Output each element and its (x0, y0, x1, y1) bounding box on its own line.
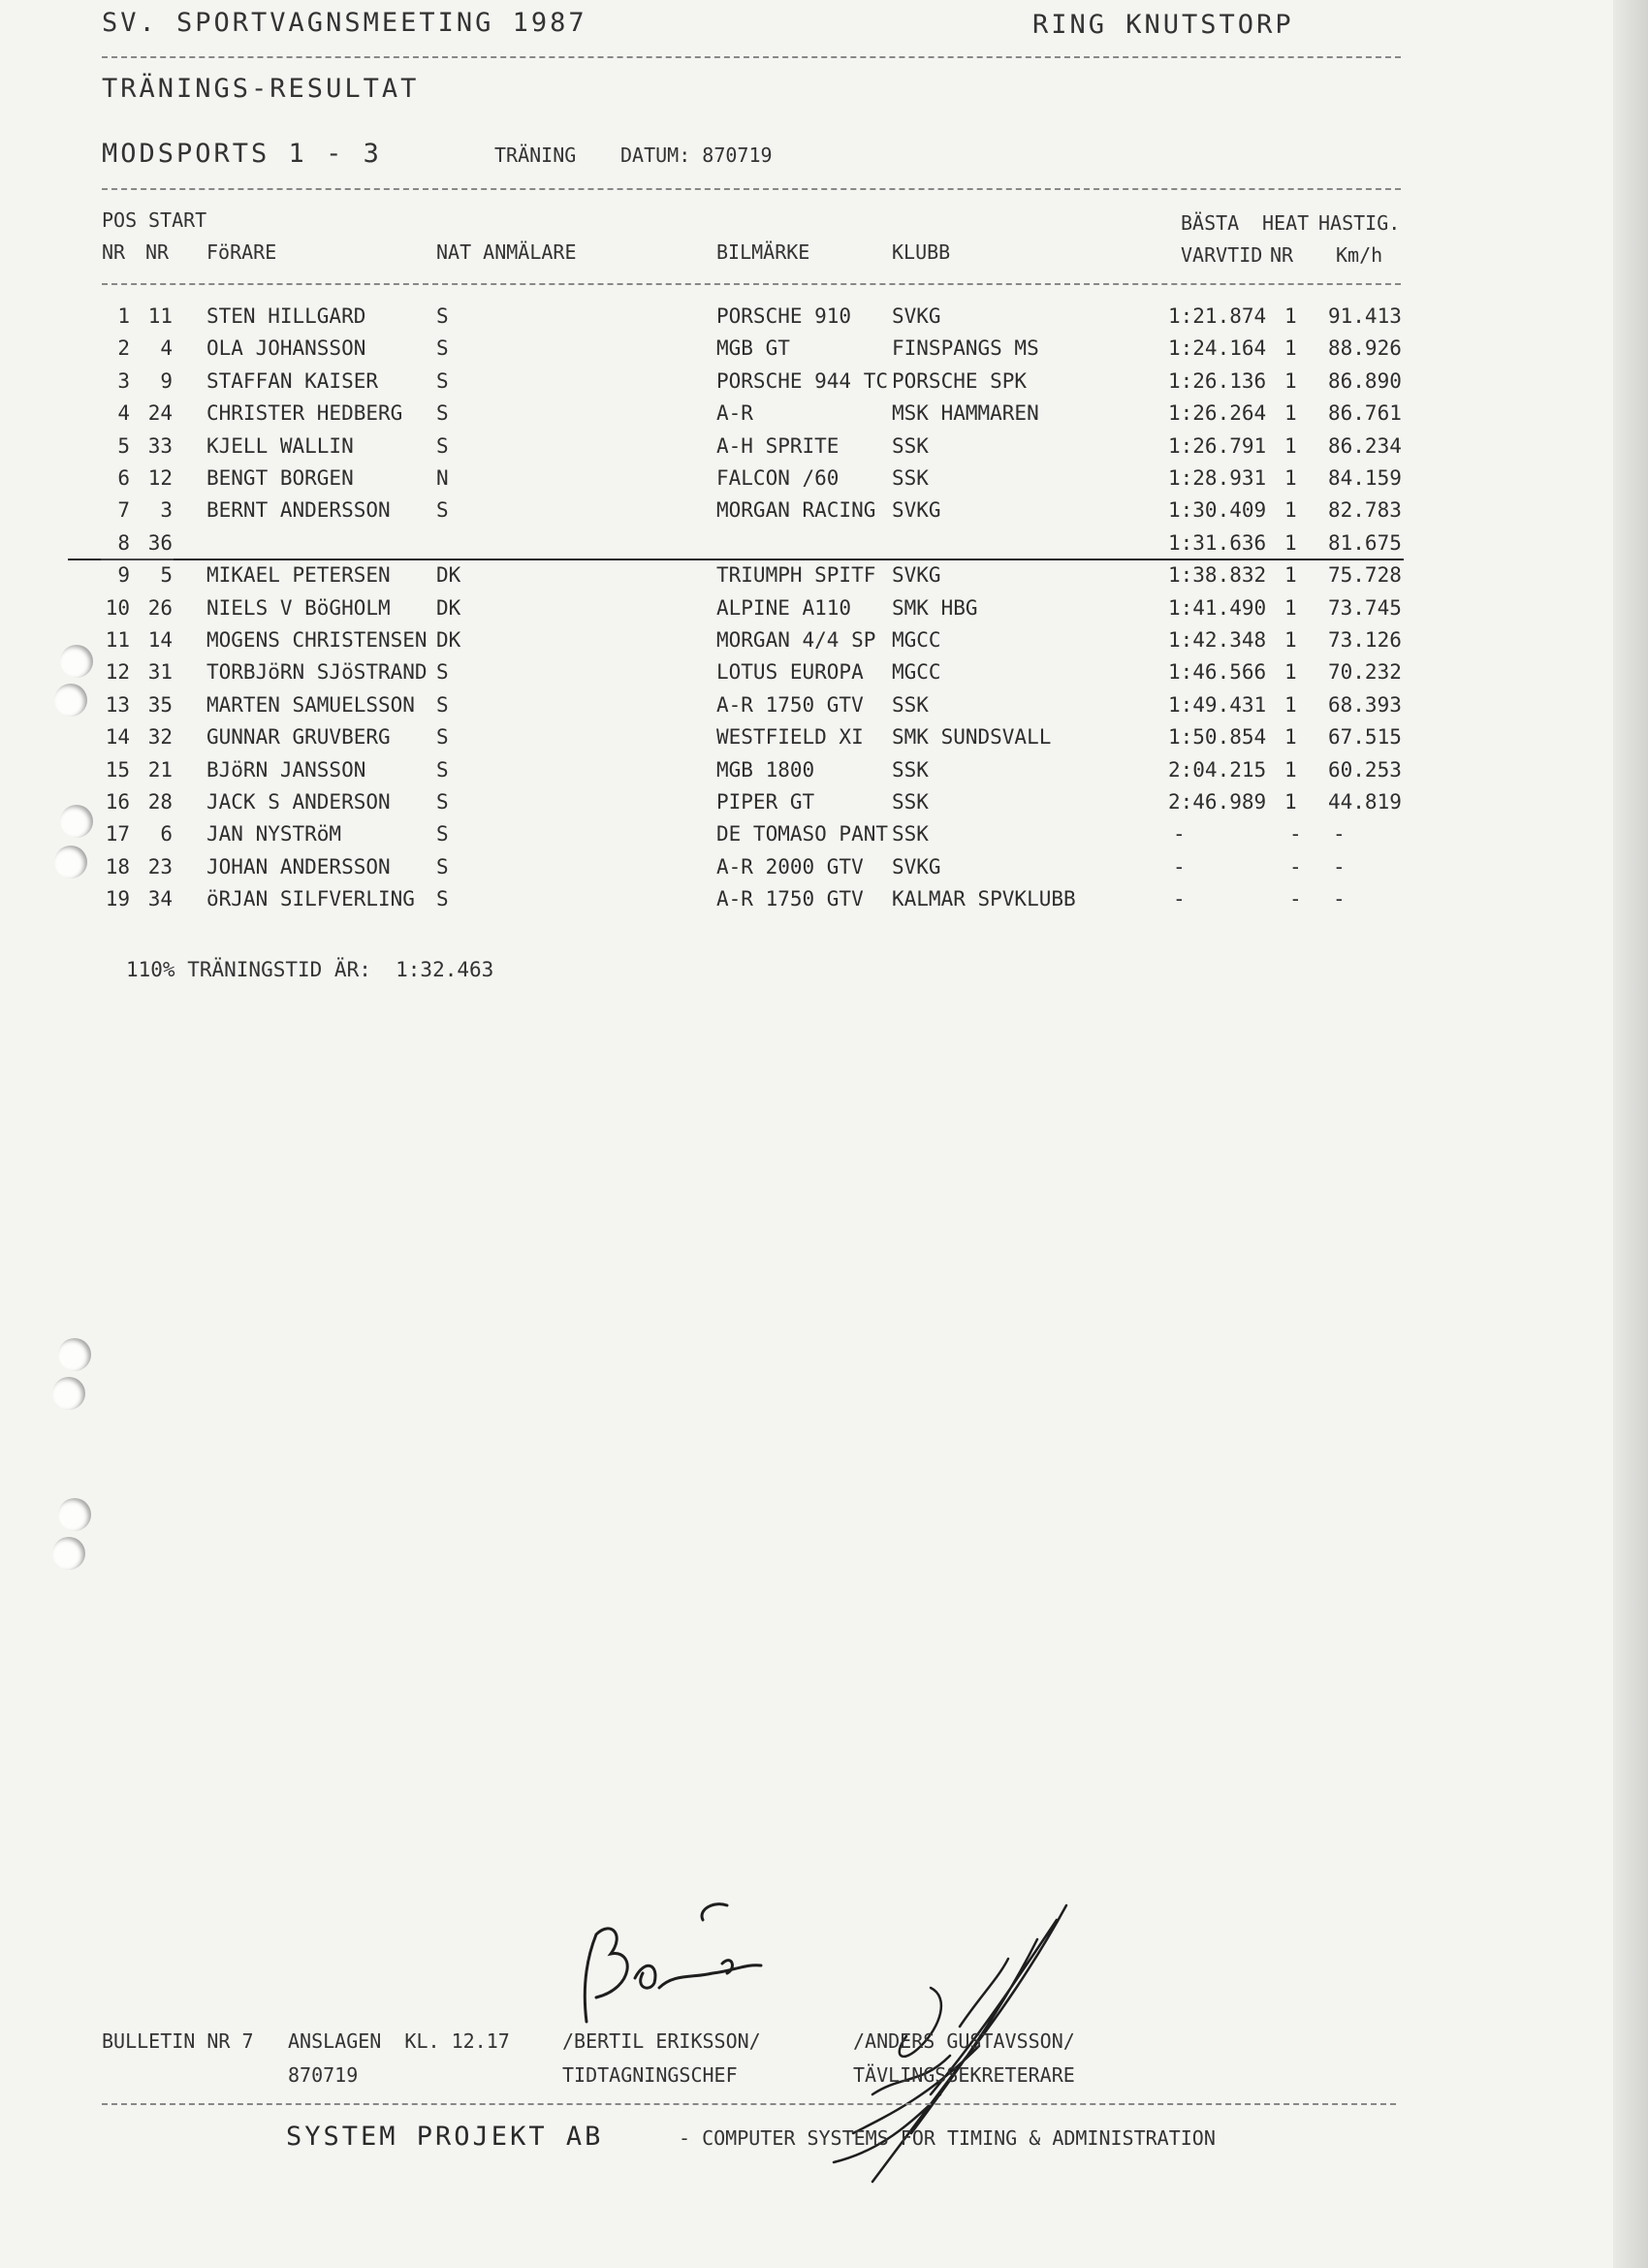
club-cell: SSK (892, 822, 929, 847)
table-row (0, 656, 1648, 688)
pos-cell: 10 (105, 595, 130, 620)
speed-cell: 44.819 (1328, 790, 1402, 814)
punch-hole (54, 846, 87, 878)
heat-cell: - (1289, 822, 1302, 847)
punch-hole (58, 1498, 91, 1531)
driver-cell: GUNNAR GRUVBERG (206, 725, 391, 750)
start-number-cell: 6 (160, 822, 173, 847)
car-cell: DE TOMASO PANT (716, 822, 889, 847)
nationality-cell: S (436, 433, 449, 458)
speed-cell: 86.890 (1328, 368, 1402, 393)
driver-cell: OLA JOHANSSON (206, 336, 366, 361)
best-lap-cell: 1:38.832 (1168, 563, 1267, 588)
driver-cell: BJöRN JANSSON (206, 757, 366, 782)
driver-cell: JACK S ANDERSON (206, 790, 391, 814)
pos-cell: 19 (105, 887, 130, 911)
driver-cell: BENGT BORGEN (206, 466, 354, 490)
divider (102, 283, 1401, 285)
nationality-cell: S (436, 336, 449, 361)
start-number-cell: 14 (147, 628, 173, 652)
heat-cell: 1 (1284, 368, 1297, 393)
start-number-cell: 23 (147, 854, 173, 878)
best-lap-cell: - (1173, 887, 1186, 911)
company-tagline: - COMPUTER SYSTEMS FOR TIMING & ADMINISTRATION (679, 2126, 1216, 2150)
heat-cell: 1 (1284, 628, 1297, 652)
best-lap-cell: 1:46.566 (1168, 660, 1267, 685)
speed-cell: - (1333, 854, 1346, 878)
table-row (0, 754, 1648, 786)
best-lap-cell: - (1173, 822, 1186, 847)
cutoff-line (68, 559, 1404, 560)
car-cell: ALPINE A110 (716, 595, 852, 620)
club-cell: SSK (892, 757, 929, 782)
col-club: KLUBB (892, 240, 951, 264)
driver-cell: BERNT ANDERSSON (206, 498, 391, 523)
start-number-cell: 21 (147, 757, 173, 782)
best-lap-cell: 1:26.136 (1168, 368, 1267, 393)
table-row (0, 559, 1648, 591)
punch-hole (52, 1377, 85, 1410)
pos-cell: 16 (105, 790, 130, 814)
speed-cell: 73.745 (1328, 595, 1402, 620)
bulletin-number: BULLETIN NR 7 (102, 2029, 254, 2053)
heat-cell: 1 (1284, 401, 1297, 426)
col-heat-top: HEAT (1262, 211, 1310, 235)
club-cell: SVKG (892, 304, 941, 328)
driver-cell: STAFFAN KAISER (206, 368, 379, 393)
car-cell: WESTFIELD XI (716, 725, 864, 750)
best-lap-cell: 1:28.931 (1168, 466, 1267, 490)
car-cell: MGB GT (716, 336, 790, 361)
best-lap-cell: - (1173, 854, 1186, 878)
speed-cell: 67.515 (1328, 725, 1402, 750)
table-row (0, 301, 1648, 333)
club-cell: KALMAR SPVKLUBB (892, 887, 1076, 911)
pos-cell: 8 (117, 530, 130, 555)
nationality-cell: S (436, 822, 449, 847)
pos-cell: 6 (117, 466, 130, 490)
heat-cell: 1 (1284, 433, 1297, 458)
heat-cell: 1 (1284, 660, 1297, 685)
nationality-cell: S (436, 854, 449, 878)
car-cell: TRIUMPH SPITF (716, 563, 876, 588)
heat-cell: 1 (1284, 725, 1297, 750)
table-row (0, 463, 1648, 495)
start-number-cell: 32 (147, 725, 173, 750)
car-cell: A-R 1750 GTV (716, 887, 864, 911)
pos-cell: 13 (105, 692, 130, 717)
venue-name: RING KNUTSTORP (1032, 10, 1294, 40)
document-title: TRÄNINGS-RESULTAT (102, 74, 420, 104)
event-title: SV. SPORTVAGNSMEETING 1987 (102, 8, 587, 38)
posted-date: 870719 (288, 2063, 359, 2087)
car-cell: MGB 1800 (716, 757, 815, 782)
col-start-bottom: NR (145, 240, 170, 264)
signature-bertil-eriksson (567, 1896, 819, 2031)
pos-cell: 17 (105, 822, 130, 847)
heat-cell: 1 (1284, 757, 1297, 782)
heat-cell: 1 (1284, 466, 1297, 490)
table-row (0, 689, 1648, 721)
car-cell: LOTUS EUROPA (716, 660, 864, 685)
heat-cell: 1 (1284, 304, 1297, 328)
car-cell: FALCON /60 (716, 466, 840, 490)
col-speed-bottom: Km/h (1336, 243, 1383, 267)
start-number-cell: 3 (160, 498, 173, 523)
pos-cell: 1 (117, 304, 130, 328)
start-number-cell: 36 (147, 530, 173, 555)
best-lap-cell: 1:26.791 (1168, 433, 1267, 458)
cutoff-underline (101, 559, 174, 560)
heat-cell: 1 (1284, 498, 1297, 523)
start-number-cell: 28 (147, 790, 173, 814)
club-cell: MGCC (892, 628, 941, 652)
nationality-cell: S (436, 660, 449, 685)
best-lap-cell: 1:30.409 (1168, 498, 1267, 523)
company-name: SYSTEM PROJEKT AB (286, 2122, 604, 2152)
nationality-cell: S (436, 790, 449, 814)
start-number-cell: 4 (160, 336, 173, 361)
start-number-cell: 11 (147, 304, 173, 328)
start-number-cell: 9 (160, 368, 173, 393)
heat-cell: 1 (1284, 563, 1297, 588)
divider (102, 56, 1401, 58)
col-start-top: START (148, 208, 207, 232)
speed-cell: 73.126 (1328, 628, 1402, 652)
start-number-cell: 5 (160, 563, 173, 588)
driver-cell: NIELS V BöGHOLM (206, 595, 391, 620)
start-number-cell: 34 (147, 887, 173, 911)
speed-cell: 91.413 (1328, 304, 1402, 328)
nationality-cell: S (436, 368, 449, 393)
club-cell: SSK (892, 433, 929, 458)
col-driver: FöRARE (206, 240, 277, 264)
signer1-name: /BERTIL ERIKSSON/ (562, 2029, 761, 2053)
club-cell: SVKG (892, 498, 941, 523)
speed-cell: 68.393 (1328, 692, 1402, 717)
col-pos-bottom: NR (102, 240, 126, 264)
driver-cell: MOGENS CHRISTENSEN (206, 628, 428, 652)
driver-cell: KJELL WALLIN (206, 433, 354, 458)
start-number-cell: 33 (147, 433, 173, 458)
col-pos-top: POS (102, 208, 138, 232)
club-cell: SSK (892, 466, 929, 490)
punch-hole (60, 645, 93, 678)
pos-cell: 4 (117, 401, 130, 426)
nationality-cell: S (436, 887, 449, 911)
speed-cell: 60.253 (1328, 757, 1402, 782)
best-lap-cell: 1:50.854 (1168, 725, 1267, 750)
nationality-cell: DK (436, 563, 461, 588)
speed-cell: 81.675 (1328, 530, 1402, 555)
table-row (0, 592, 1648, 624)
best-lap-cell: 1:49.431 (1168, 692, 1267, 717)
car-cell: MORGAN 4/4 SP (716, 628, 876, 652)
nationality-cell: S (436, 498, 449, 523)
car-cell: PORSCHE 944 TC (716, 368, 889, 393)
table-row (0, 721, 1648, 753)
club-cell: SMK HBG (892, 595, 978, 620)
car-cell: A-R 2000 GTV (716, 854, 864, 878)
driver-cell: MIKAEL PETERSEN (206, 563, 391, 588)
table-row (0, 527, 1648, 559)
session-label: TRÄNING (494, 144, 577, 167)
best-lap-cell: 1:26.264 (1168, 401, 1267, 426)
pos-cell: 9 (117, 563, 130, 588)
heat-cell: 1 (1284, 692, 1297, 717)
divider (102, 2103, 1396, 2105)
club-cell: SVKG (892, 563, 941, 588)
driver-cell: JOHAN ANDERSSON (206, 854, 391, 878)
table-row (0, 495, 1648, 527)
table-row (0, 366, 1648, 398)
col-heat-bottom: NR (1270, 243, 1294, 267)
pos-cell: 15 (105, 757, 130, 782)
punch-hole (52, 1537, 85, 1570)
driver-cell: JAN NYSTRöM (206, 822, 342, 847)
speed-cell: 82.783 (1328, 498, 1402, 523)
speed-cell: 86.761 (1328, 401, 1402, 426)
speed-cell: - (1333, 887, 1346, 911)
driver-cell: CHRISTER HEDBERG (206, 401, 403, 426)
speed-cell: - (1333, 822, 1346, 847)
best-lap-cell: 1:42.348 (1168, 628, 1267, 652)
speed-cell: 70.232 (1328, 660, 1402, 685)
club-cell: MSK HAMMAREN (892, 401, 1039, 426)
signer2-title: TÄVLINGSSEKRETERARE (853, 2063, 1075, 2087)
start-number-cell: 24 (147, 401, 173, 426)
heat-cell: - (1289, 854, 1302, 878)
club-cell: FINSPANGS MS (892, 336, 1039, 361)
heat-cell: 1 (1284, 530, 1297, 555)
nationality-cell: S (436, 401, 449, 426)
best-lap-cell: 1:24.164 (1168, 336, 1267, 361)
col-speed-top: HASTIG. (1318, 211, 1401, 235)
car-cell: MORGAN RACING (716, 498, 876, 523)
nationality-cell: S (436, 757, 449, 782)
best-lap-cell: 2:46.989 (1168, 790, 1267, 814)
signer2-name: /ANDERS GUSTAVSSON/ (853, 2029, 1075, 2053)
table-row (0, 883, 1648, 915)
club-cell: SSK (892, 692, 929, 717)
speed-cell: 84.159 (1328, 466, 1402, 490)
start-number-cell: 12 (147, 466, 173, 490)
car-cell: A-H SPRITE (716, 433, 840, 458)
club-cell: PORSCHE SPK (892, 368, 1028, 393)
class-name: MODSPORTS 1 - 3 (102, 139, 382, 169)
car-cell: A-R (716, 401, 753, 426)
start-number-cell: 35 (147, 692, 173, 717)
best-lap-cell: 1:31.636 (1168, 530, 1267, 555)
col-nat-entrant: NAT ANMÄLARE (436, 240, 577, 264)
pos-cell: 5 (117, 433, 130, 458)
car-cell: PORSCHE 910 (716, 304, 852, 328)
speed-cell: 88.926 (1328, 336, 1402, 361)
pos-cell: 11 (105, 628, 130, 652)
nationality-cell: S (436, 692, 449, 717)
club-cell: SSK (892, 790, 929, 814)
divider (102, 188, 1401, 190)
punch-hole (54, 684, 87, 717)
speed-cell: 86.234 (1328, 433, 1402, 458)
pos-cell: 7 (117, 498, 130, 523)
driver-cell: MARTEN SAMUELSSON (206, 692, 415, 717)
club-cell: SVKG (892, 854, 941, 878)
signer1-title: TIDTAGNINGSCHEF (562, 2063, 738, 2087)
driver-cell: STEN HILLGARD (206, 304, 366, 328)
pos-cell: 18 (105, 854, 130, 878)
heat-cell: 1 (1284, 336, 1297, 361)
start-number-cell: 26 (147, 595, 173, 620)
table-row (0, 624, 1648, 656)
col-best-top: BÄSTA (1181, 211, 1240, 235)
col-car: BILMÄRKE (716, 240, 810, 264)
pos-cell: 3 (117, 368, 130, 393)
club-cell: SMK SUNDSVALL (892, 725, 1052, 750)
pos-cell: 14 (105, 725, 130, 750)
date-label: DATUM: 870719 (620, 144, 773, 167)
col-best-bottom: VARVTID (1181, 243, 1263, 267)
punch-hole (60, 805, 93, 838)
table-row (0, 818, 1648, 850)
start-number-cell: 31 (147, 660, 173, 685)
punch-hole (58, 1338, 91, 1371)
nationality-cell: N (436, 466, 449, 490)
table-row (0, 333, 1648, 365)
pos-cell: 12 (105, 660, 130, 685)
nationality-cell: DK (436, 628, 461, 652)
table-row (0, 398, 1648, 430)
heat-cell: 1 (1284, 790, 1297, 814)
nationality-cell: DK (436, 595, 461, 620)
pos-cell: 2 (117, 336, 130, 361)
table-row (0, 851, 1648, 883)
nationality-cell: S (436, 304, 449, 328)
driver-cell: öRJAN SILFVERLING (206, 887, 415, 911)
speed-cell: 75.728 (1328, 563, 1402, 588)
driver-cell: TORBJöRN SJöSTRAND (206, 660, 428, 685)
best-lap-cell: 1:41.490 (1168, 595, 1267, 620)
nationality-cell: S (436, 725, 449, 750)
posted-time: ANSLAGEN KL. 12.17 (288, 2029, 510, 2053)
best-lap-cell: 2:04.215 (1168, 757, 1267, 782)
club-cell: MGCC (892, 660, 941, 685)
table-row (0, 431, 1648, 463)
qualifying-note: 110% TRÄNINGSTID ÄR: 1:32.463 (126, 958, 494, 981)
best-lap-cell: 1:21.874 (1168, 304, 1267, 328)
car-cell: PIPER GT (716, 790, 815, 814)
table-row (0, 786, 1648, 818)
car-cell: A-R 1750 GTV (716, 692, 864, 717)
heat-cell: 1 (1284, 595, 1297, 620)
heat-cell: - (1289, 887, 1302, 911)
